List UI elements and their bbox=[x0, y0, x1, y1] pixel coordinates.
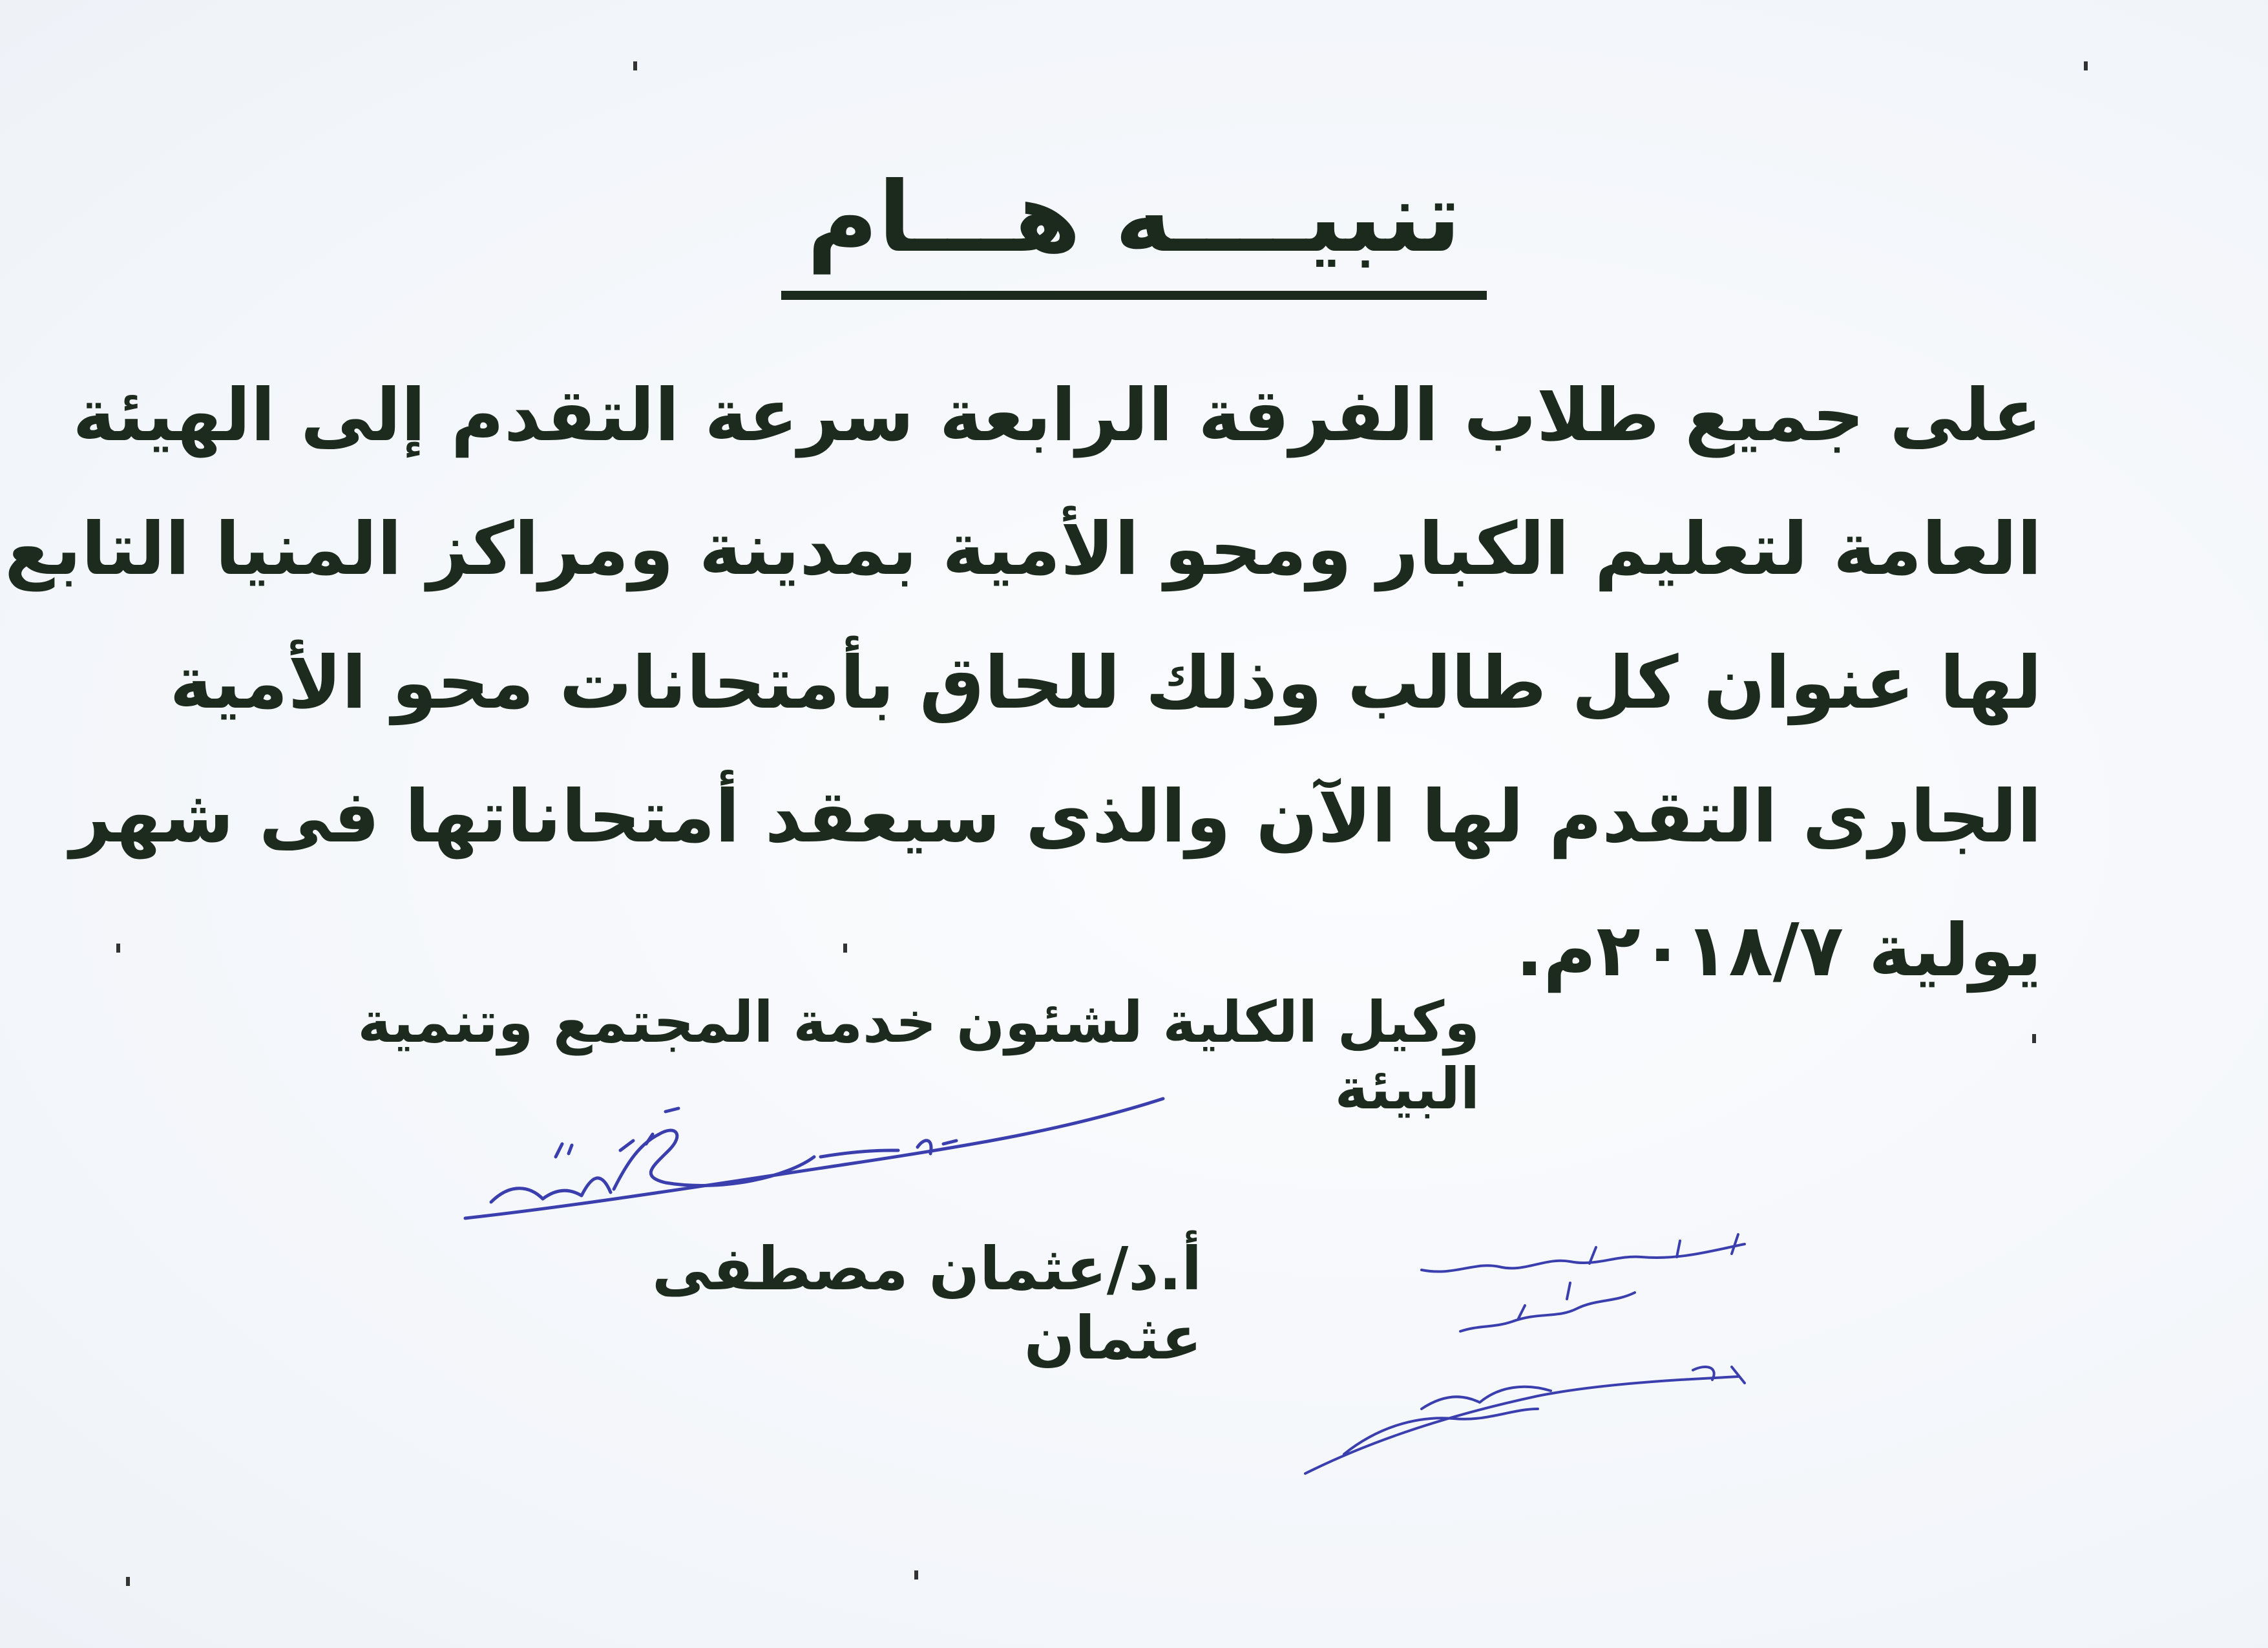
scan-mark bbox=[843, 944, 847, 953]
signature-image bbox=[452, 1073, 1189, 1241]
body-line-2: العامة لتعليم الكبار ومحو الأمية بمدينة ومراكز المنيا التابع bbox=[5, 507, 2042, 591]
body-line-3: لها عنوان كل طالب وذلك للحاق بأمتحانات محو الأمية bbox=[169, 641, 2042, 725]
scan-mark bbox=[914, 1570, 918, 1579]
body-line-4: الجارى التقدم لها الآن والذى سيعقد أمتحاناتها فى شهر bbox=[70, 775, 2042, 859]
scan-mark bbox=[2032, 1034, 2036, 1043]
scan-mark bbox=[2084, 61, 2088, 70]
signatory-name: أ.د/عثمان مصطفى عثمان bbox=[652, 1234, 1202, 1373]
scan-mark bbox=[126, 1577, 130, 1586]
scan-mark bbox=[116, 944, 120, 953]
handwritten-annotation bbox=[1292, 1221, 1783, 1493]
body-line-5: يولية ٢٠١٨/٧م. bbox=[1515, 909, 2042, 993]
scan-mark bbox=[633, 61, 637, 70]
body-line-1: على جميع طلاب الفرقة الرابعة سرعة التقدم إلى الهيئة bbox=[72, 374, 2042, 458]
document-body bbox=[5, 349, 2042, 1018]
signatory-role: وكيل الكلية لشئون خدمة المجتمع وتنمية البيئة bbox=[357, 989, 1480, 1122]
document-title bbox=[0, 162, 2268, 300]
document-title-text: تنبيــــه هـــام bbox=[781, 165, 1487, 300]
